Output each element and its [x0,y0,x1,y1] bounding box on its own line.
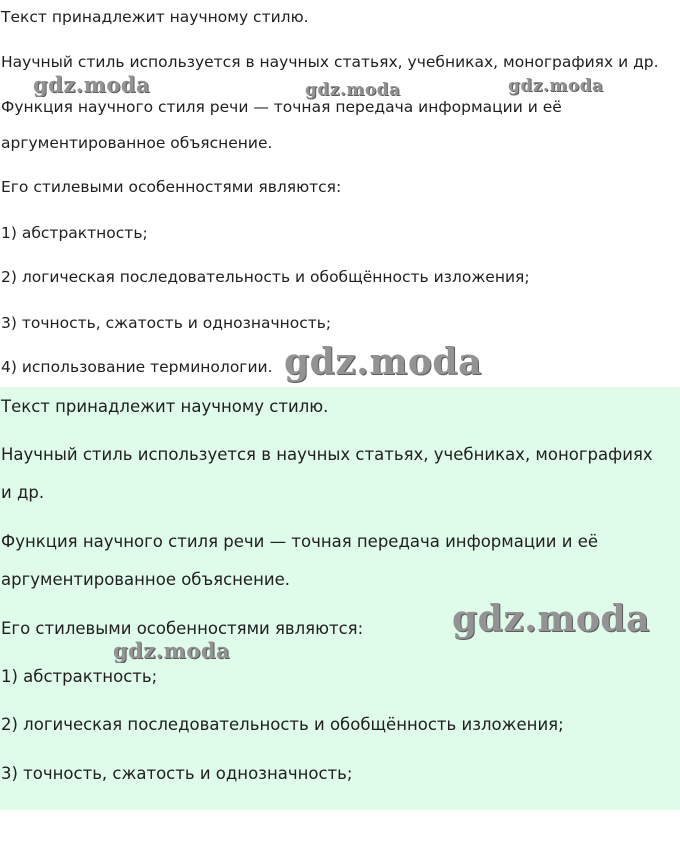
text-line: Научный стиль используется в научных статьях, учебниках, монографиях [1,445,653,464]
text-line: 2) логическая последовательность и обобщённость изложения; [1,715,564,734]
text-line: Научный стиль используется в научных статьях, учебниках, монографиях и др. [1,53,659,71]
text-line: 1) абстрактность; [1,224,148,242]
text-line: Его стилевыми особенностями являются: [1,619,364,638]
text-line: Функция научного стиля речи — точная передача информации и её [1,532,599,551]
text-line: 3) точность, сжатость и однозначность; [1,314,332,332]
watermark: gdz.moda [284,341,482,383]
text-line: Его стилевыми особенностями являются: [1,178,342,196]
text-line: Текст принадлежит научному стилю. [1,397,329,416]
watermark: gdz.moda [305,80,401,100]
text-line: 1) абстрактность; [1,667,158,686]
text-line: 3) точность, сжатость и однозначность; [1,764,353,783]
answer-block-highlighted [0,387,680,810]
text-line: 2) логическая последовательность и обобщённость изложения; [1,268,530,286]
text-line: Функция научного стиля речи — точная передача информации и её [1,98,562,116]
watermark: gdz.moda [508,76,604,96]
watermark: gdz.moda [33,72,151,97]
text-line: аргументированное объяснение. [1,134,273,152]
text-line: 4) использование терминологии. [1,358,273,376]
watermark: gdz.moda [113,638,231,663]
watermark: gdz.moda [452,598,650,640]
text-line: и др. [1,483,45,502]
answer-block-plain [0,0,680,387]
text-line: Текст принадлежит научному стилю. [1,8,309,26]
text-line: аргументированное объяснение. [1,570,290,589]
